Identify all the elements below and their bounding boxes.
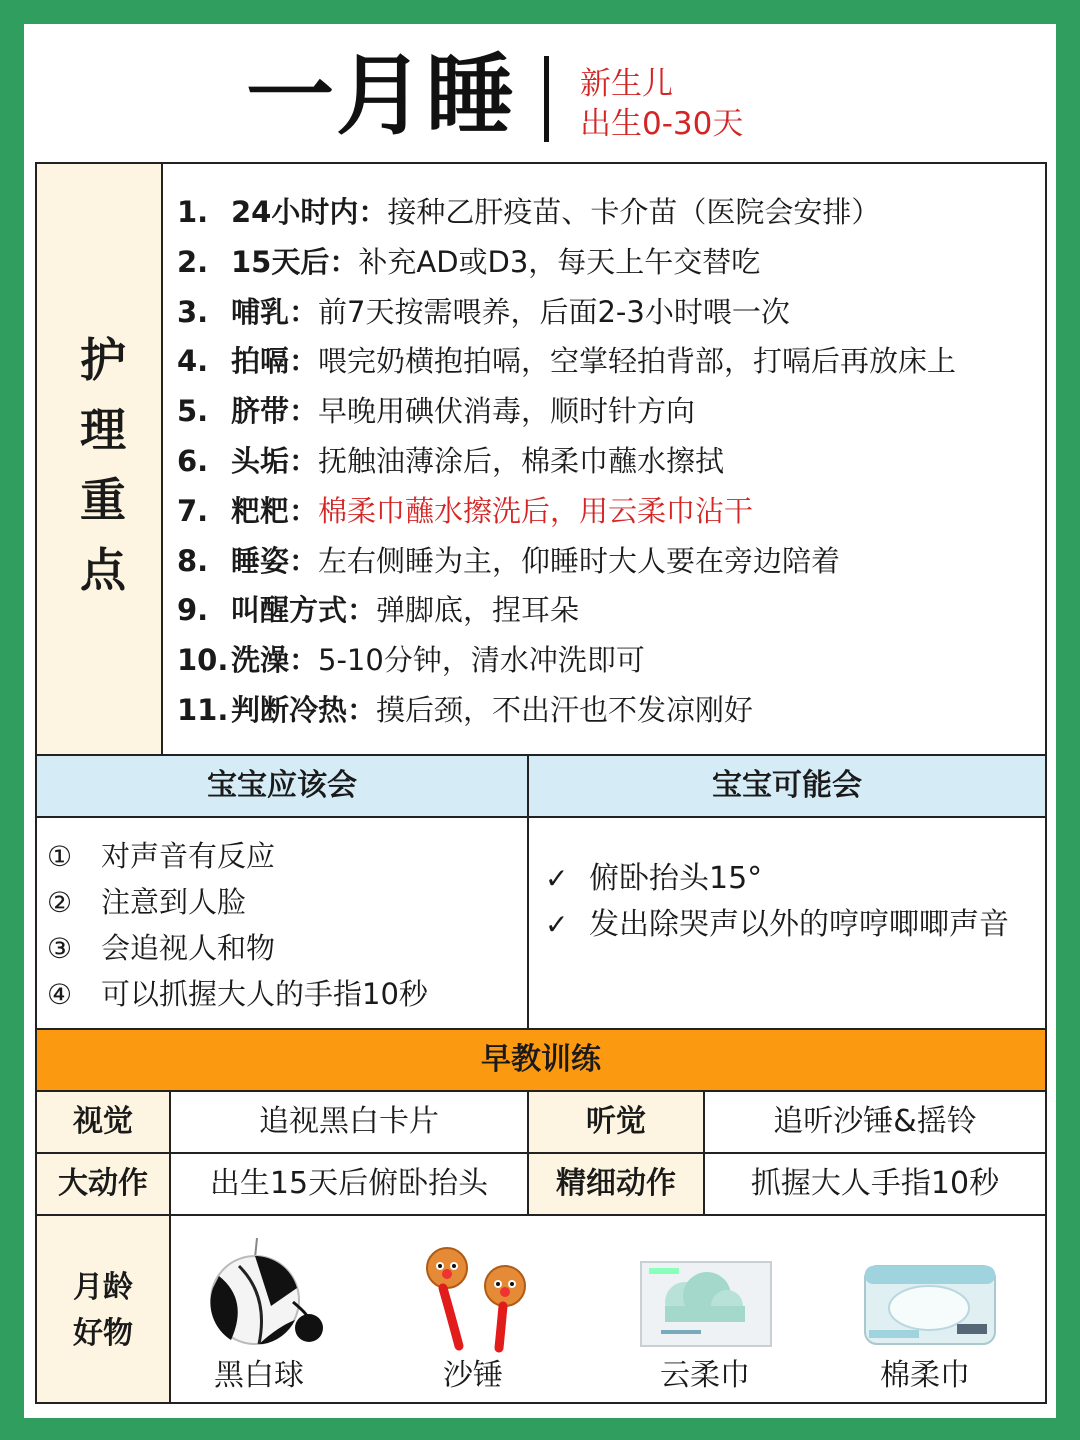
poster-card — [24, 24, 1056, 1418]
subtitle-age-range: 出生0-30天 — [580, 106, 744, 142]
should-list — [37, 818, 529, 1030]
care-item-key: 洗澡： — [231, 643, 319, 678]
care-item-number: 1. — [177, 195, 209, 229]
care-side-label — [37, 164, 163, 754]
care-item — [177, 437, 1037, 487]
may-list — [529, 818, 1045, 1030]
care-item-number: 11. — [177, 692, 229, 727]
care-item-key: 15天后： — [231, 244, 359, 279]
care-item-key: 哺乳： — [231, 294, 319, 329]
goods-section — [37, 1216, 1045, 1402]
care-item-key: 24小时内： — [231, 195, 388, 229]
may-item — [545, 902, 1035, 948]
may-item-text: 发出除哭声以外的哼哼唧唧声音 — [589, 907, 1009, 942]
education-label: 精细动作 — [529, 1154, 705, 1214]
care-item-number: 3. — [177, 294, 209, 329]
goods-side-line: 月龄 — [73, 1270, 133, 1305]
tissue-pack-icon — [825, 1236, 1025, 1356]
circled-number-icon: ③ — [47, 932, 73, 965]
header — [24, 24, 1056, 162]
care-item — [177, 686, 1037, 736]
care-item — [177, 537, 1037, 587]
education-row — [37, 1154, 1045, 1216]
care-item — [177, 586, 1037, 636]
care-item-value: 补充AD或D3，每天上午交替吃 — [358, 244, 761, 279]
education-value: 追听沙锤&摇铃 — [773, 1104, 977, 1139]
goods-side-label — [37, 1216, 171, 1402]
care-item — [177, 636, 1037, 686]
care-item-value: 前7天按需喂养，后面2-3小时喂一次 — [318, 294, 790, 329]
should-item-text: 可以抓握大人的手指10秒 — [101, 977, 428, 1011]
circled-number-icon: ② — [47, 886, 73, 919]
care-item — [177, 387, 1037, 437]
care-item-number: 2. — [177, 244, 209, 279]
should-item — [47, 928, 275, 969]
care-item-key: 睡姿： — [231, 543, 319, 578]
should-item-text: 注意到人脸 — [101, 885, 247, 919]
goods-item-label: 黑白球 — [214, 1358, 304, 1393]
info-table — [35, 162, 1047, 1404]
care-item-value: 喂完奶横抱拍嗝，空掌轻拍背部，打嗝后再放床上 — [318, 344, 957, 379]
care-list — [177, 188, 1037, 736]
goods-item — [605, 1216, 805, 1402]
check-icon: ✓ — [545, 908, 569, 941]
care-item-value: 抚触油薄涂后，棉柔巾蘸水擦拭 — [318, 443, 725, 478]
should-item-text: 对声音有反应 — [101, 839, 276, 873]
care-item-number: 4. — [177, 344, 209, 379]
should-item — [47, 974, 428, 1015]
tissue-box-icon — [605, 1236, 805, 1356]
subtitle-age-group: 新生儿 — [580, 66, 673, 102]
check-icon: ✓ — [545, 862, 569, 895]
should-header: 宝宝应该会 — [37, 756, 529, 818]
care-side-char: 护 — [80, 333, 126, 387]
education-row — [37, 1092, 1045, 1154]
should-item-text: 会追视人和物 — [101, 931, 276, 965]
circled-number-icon: ① — [47, 840, 73, 873]
care-item — [177, 487, 1037, 537]
care-item — [177, 188, 1037, 238]
care-item-value: 5-10分钟，清水冲洗即可 — [318, 643, 645, 678]
care-item-key: 判断冷热： — [231, 692, 377, 727]
education-label: 听觉 — [529, 1092, 705, 1152]
care-side-char: 理 — [80, 403, 126, 457]
education-value: 出生15天后俯卧抬头 — [171, 1154, 529, 1214]
goods-item-label: 沙锤 — [443, 1358, 503, 1393]
care-item-number: 10. — [177, 643, 229, 678]
care-side-char: 点 — [80, 543, 126, 597]
care-item-number: 5. — [177, 394, 209, 429]
goods-item — [825, 1216, 1025, 1402]
care-item-key: 拍嗝： — [231, 344, 319, 379]
care-item-number: 6. — [177, 443, 209, 478]
should-item — [47, 836, 275, 877]
should-item — [47, 882, 246, 923]
care-item-key: 粑粑： — [231, 493, 319, 528]
maraca-icon — [373, 1236, 573, 1356]
care-section — [37, 164, 1045, 756]
care-item — [177, 288, 1037, 338]
care-side-char: 重 — [80, 473, 126, 527]
care-item-key: 叫醒方式： — [231, 593, 377, 628]
care-item-number: 8. — [177, 543, 209, 578]
title-divider — [544, 56, 549, 142]
care-item-key: 头垢： — [231, 443, 319, 478]
care-item-value: 接种乙肝疫苗、卡介苗（医院会安排） — [387, 195, 881, 229]
goods-item-label: 棉柔巾 — [880, 1358, 970, 1393]
page-title: 一月睡 — [246, 44, 517, 147]
education-value: 追视黑白卡片 — [171, 1092, 529, 1152]
care-item-value: 弹脚底，捏耳朵 — [376, 593, 580, 628]
goods-item-label: 云柔巾 — [660, 1358, 750, 1393]
goods-item — [373, 1216, 573, 1402]
circled-number-icon: ④ — [47, 978, 73, 1011]
care-item-number: 9. — [177, 593, 209, 628]
education-label: 大动作 — [37, 1154, 171, 1214]
care-item-value: 左右侧睡为主，仰睡时大人要在旁边陪着 — [318, 543, 841, 578]
care-item-value: 早晚用碘伏消毒，顺时针方向 — [318, 394, 696, 429]
education-label: 视觉 — [37, 1092, 171, 1152]
goods-side-line: 好物 — [73, 1316, 133, 1351]
care-item-number: 7. — [177, 493, 209, 528]
care-item — [177, 238, 1037, 288]
goods-item — [159, 1216, 359, 1402]
care-item — [177, 337, 1037, 387]
care-item-value: 摸后颈，不出汗也不发凉刚好 — [376, 692, 754, 727]
may-item-text: 俯卧抬头15° — [589, 861, 763, 896]
may-header: 宝宝可能会 — [529, 756, 1045, 818]
care-item-key: 脐带： — [231, 394, 319, 429]
education-value: 抓握大人手指10秒 — [750, 1166, 1000, 1201]
care-item-value: 棉柔巾蘸水擦洗后，用云柔巾沾干 — [318, 493, 754, 528]
education-header: 早教训练 — [37, 1030, 1045, 1092]
black-white-ball-icon — [159, 1236, 359, 1356]
may-item — [545, 856, 1035, 902]
